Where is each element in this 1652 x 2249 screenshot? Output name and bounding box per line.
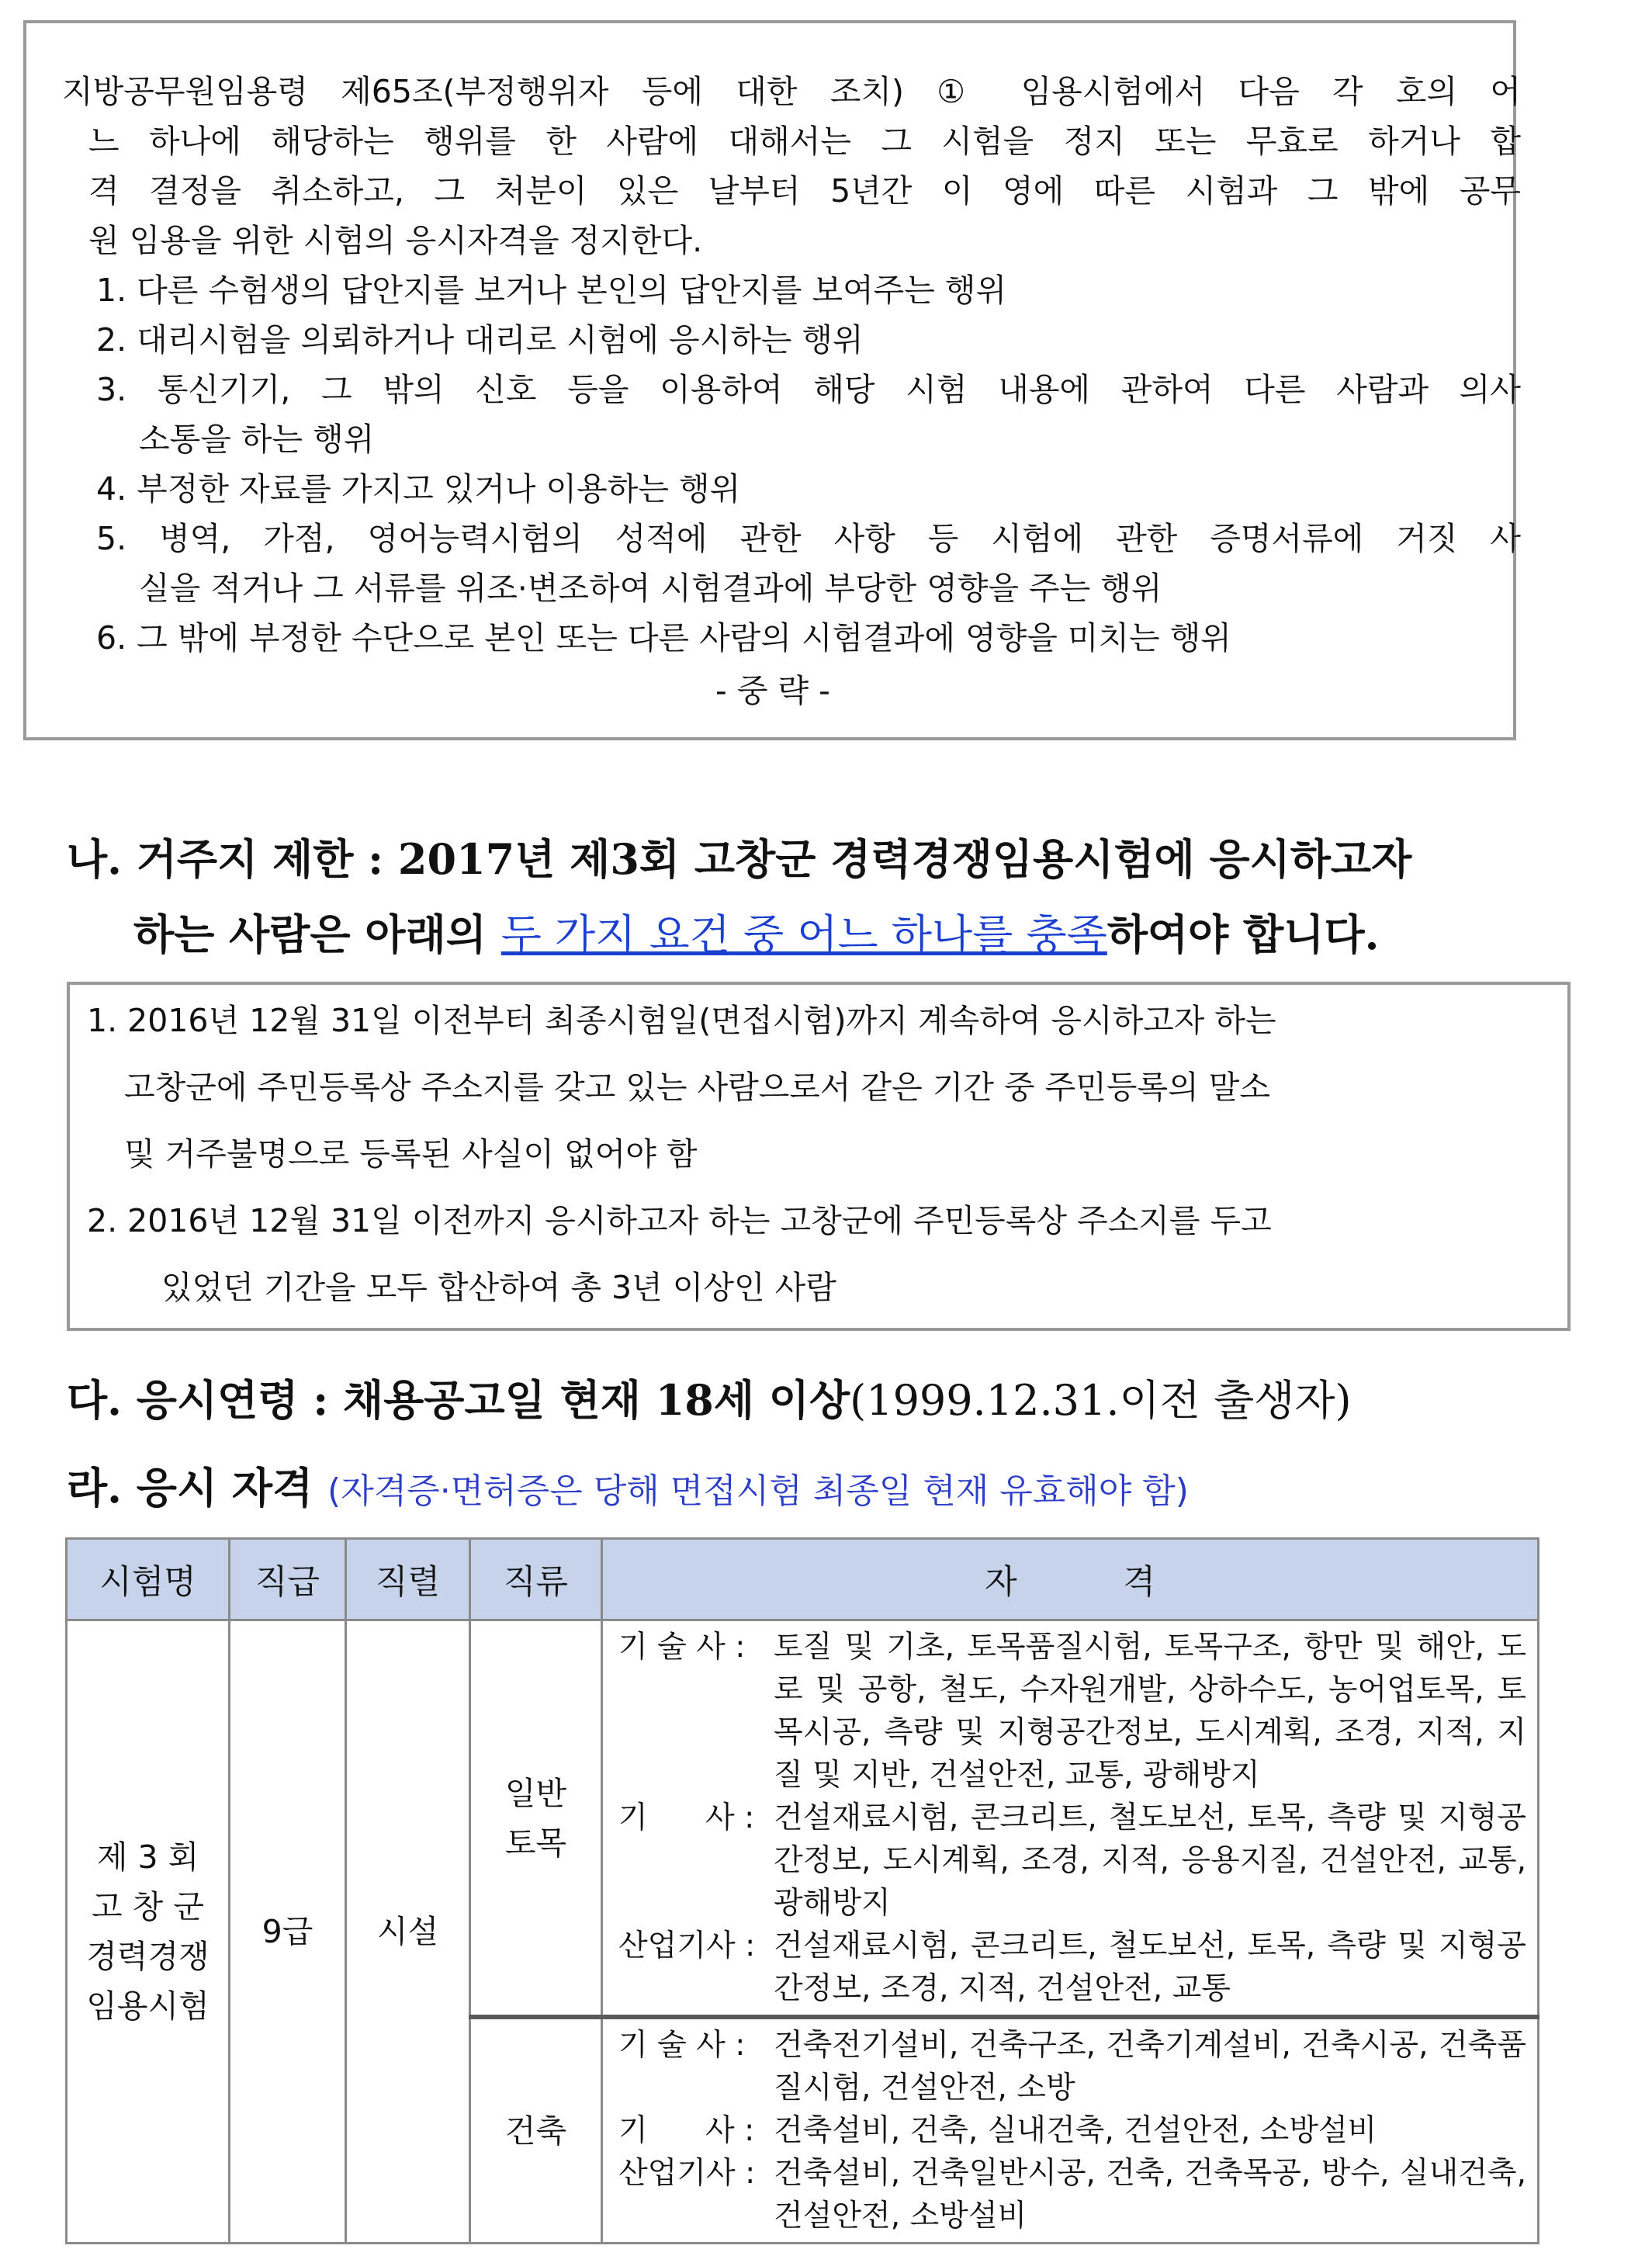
requirement-2: 2. 2016년 12월 31일 이전까지 응시하고자 하는 고창군에 주민등록상 주소지를 두고 — [87, 1202, 1272, 1239]
residence-requirement-highlight: 두 가지 요건 중 어느 하나를 충족 — [500, 910, 1107, 959]
residence-heading-line-2: 하는 사람은 아래의 두 가지 요건 중 어느 하나를 충족하여야 합니다. — [133, 910, 1380, 959]
law-item-2: 2. 대리시험을 의뢰하거나 대리로 시험에 응시하는 행위 — [96, 321, 864, 359]
qualification-note: (자격증·면허증은 당해 면접시험 최종일 현재 유효해야 함) — [327, 1471, 1189, 1511]
header-exam-name: 시험명 — [67, 1539, 230, 1620]
law-intro-line-2: 느 하나에 해당하는 행위를 한 사람에 대해서는 그 시험을 정지 또는 무효로 하거나 합 — [88, 123, 1521, 160]
table-header-row — [67, 1539, 1539, 1620]
civil-qualification-cell — [602, 1620, 1539, 2018]
header-qualification: 자 격 — [602, 1539, 1539, 1620]
age-heading: 다. 응시연령 : 채용공고일 현재 18세 이상(1999.12.31.이전 출생자) — [67, 1375, 1352, 1425]
series-cell: 시설 — [346, 1620, 470, 2244]
law-item-5-cont: 실을 적거나 그 서류를 위조·변조하여 시험결과에 부당한 영향을 주는 행위 — [139, 570, 1162, 607]
law-item-6: 6. 그 밖에 부정한 수단으로 본인 또는 다른 사람의 시험결과에 영향을 미치는 행위 — [96, 619, 1231, 657]
header-grade: 직급 — [230, 1539, 346, 1620]
law-item-1: 1. 다른 수험생의 답안지를 보거나 본인의 답안지를 보여주는 행위 — [96, 272, 1007, 309]
law-intro-line-4: 원 임용을 위한 시험의 응시자격을 정지한다. — [88, 222, 703, 259]
qual-row: 산업기사 : 건설재료시험, 콘크리트, 철도보선, 토목, 측량 및 지형공간정보, 조경, 지적, 건설안전, 교통 — [618, 1928, 1526, 2006]
residence-heading-line-1: 나. 거주지 제한 : 2017년 제3회 고창군 경력경쟁임용시험에 응시하고자 — [67, 834, 1412, 884]
law-intro-line-3: 격 결정을 취소하고, 그 처분이 있은 날부터 5년간 이 영에 따른 시험과 그 밖에 공무 — [88, 172, 1521, 210]
law-item-3-cont: 소통을 하는 행위 — [139, 421, 375, 458]
qualification-heading: 라. 응시 자격 (자격증·면허증은 당해 면접시험 최종일 현재 유효해야 함) — [67, 1463, 1189, 1513]
law-item-5: 5. 병역, 가점, 영어능력시험의 성적에 관한 사항 등 시험에 관한 증명서류에 거짓 사 — [96, 520, 1521, 557]
law-item-4: 4. 부정한 자료를 가지고 있거나 이용하는 행위 — [96, 470, 741, 508]
qual-row: 기 술 사 : 건축전기설비, 건축구조, 건축기계설비, 건축시공, 건축품질시험, 건설안전, 소방 — [618, 2028, 1526, 2105]
header-series: 직렬 — [346, 1539, 470, 1620]
table-row — [67, 1620, 1539, 2018]
category-architecture-cell: 건축 — [470, 2017, 602, 2244]
qual-row: 기 사 : 건설재료시험, 콘크리트, 철도보선, 토목, 측량 및 지형공간정보, 도시계획, 조경, 지적, 응용지질, 건설안전, 교통, 광해방지 — [618, 1800, 1526, 1921]
omitted-marker: - 중 략 - — [715, 672, 830, 709]
law-item-3: 3. 통신기기, 그 밖의 신호 등을 이용하여 해당 시험 내용에 관하여 다른 사람과 의사 — [96, 371, 1521, 408]
requirement-1-cont-2: 및 거주불명으로 등록된 사실이 없어야 함 — [124, 1135, 698, 1173]
grade-cell: 9급 — [230, 1620, 346, 2244]
architecture-qualification-cell — [602, 2017, 1539, 2244]
requirement-2-cont: 있었던 기간을 모두 합산하여 총 3년 이상인 사람 — [161, 1269, 836, 1306]
requirement-1: 1. 2016년 12월 31일 이전부터 최종시험일(면접시험)까지 계속하여 응시하고자 하는 — [87, 1002, 1276, 1039]
requirement-1-cont-1: 고창군에 주민등록상 주소지를 갖고 있는 사람으로서 같은 기간 중 주민등록의 말소 — [124, 1069, 1270, 1106]
qual-row: 기 사 : 건축설비, 건축, 실내건축, 건설안전, 소방설비 — [618, 2113, 1377, 2148]
law-excerpt-box — [23, 20, 1521, 740]
qual-row: 기 술 사 : 토질 및 기초, 토목품질시험, 토목구조, 항만 및 해안, 도로 및 공항, 철도, 수자원개발, 상하수도, 농어업토목, 토목시공, 측량 및 지형공간정보, 도시계획, 조경, 지적, 지질 및 지반, 건설안전, 교통, 광해방지 — [618, 1630, 1526, 1793]
header-category: 직류 — [470, 1539, 602, 1620]
law-intro-line-1: 지방공무원임용령 제65조(부정행위자 등에 대한 조치) ① 임용시험에서 다음 각 호의 어 — [62, 73, 1521, 110]
category-civil-cell: 일반 토목 — [470, 1620, 602, 2018]
qual-row: 산업기사 : 건축설비, 건축일반시공, 건축, 건축목공, 방수, 실내건축, 건설안전, 소방설비 — [618, 2156, 1526, 2233]
exam-name-cell: 제 3 회 고 창 군 경력경쟁 임용시험 — [67, 1620, 230, 2244]
residence-requirements-box — [67, 982, 1571, 1331]
qualification-table — [65, 1537, 1539, 2244]
